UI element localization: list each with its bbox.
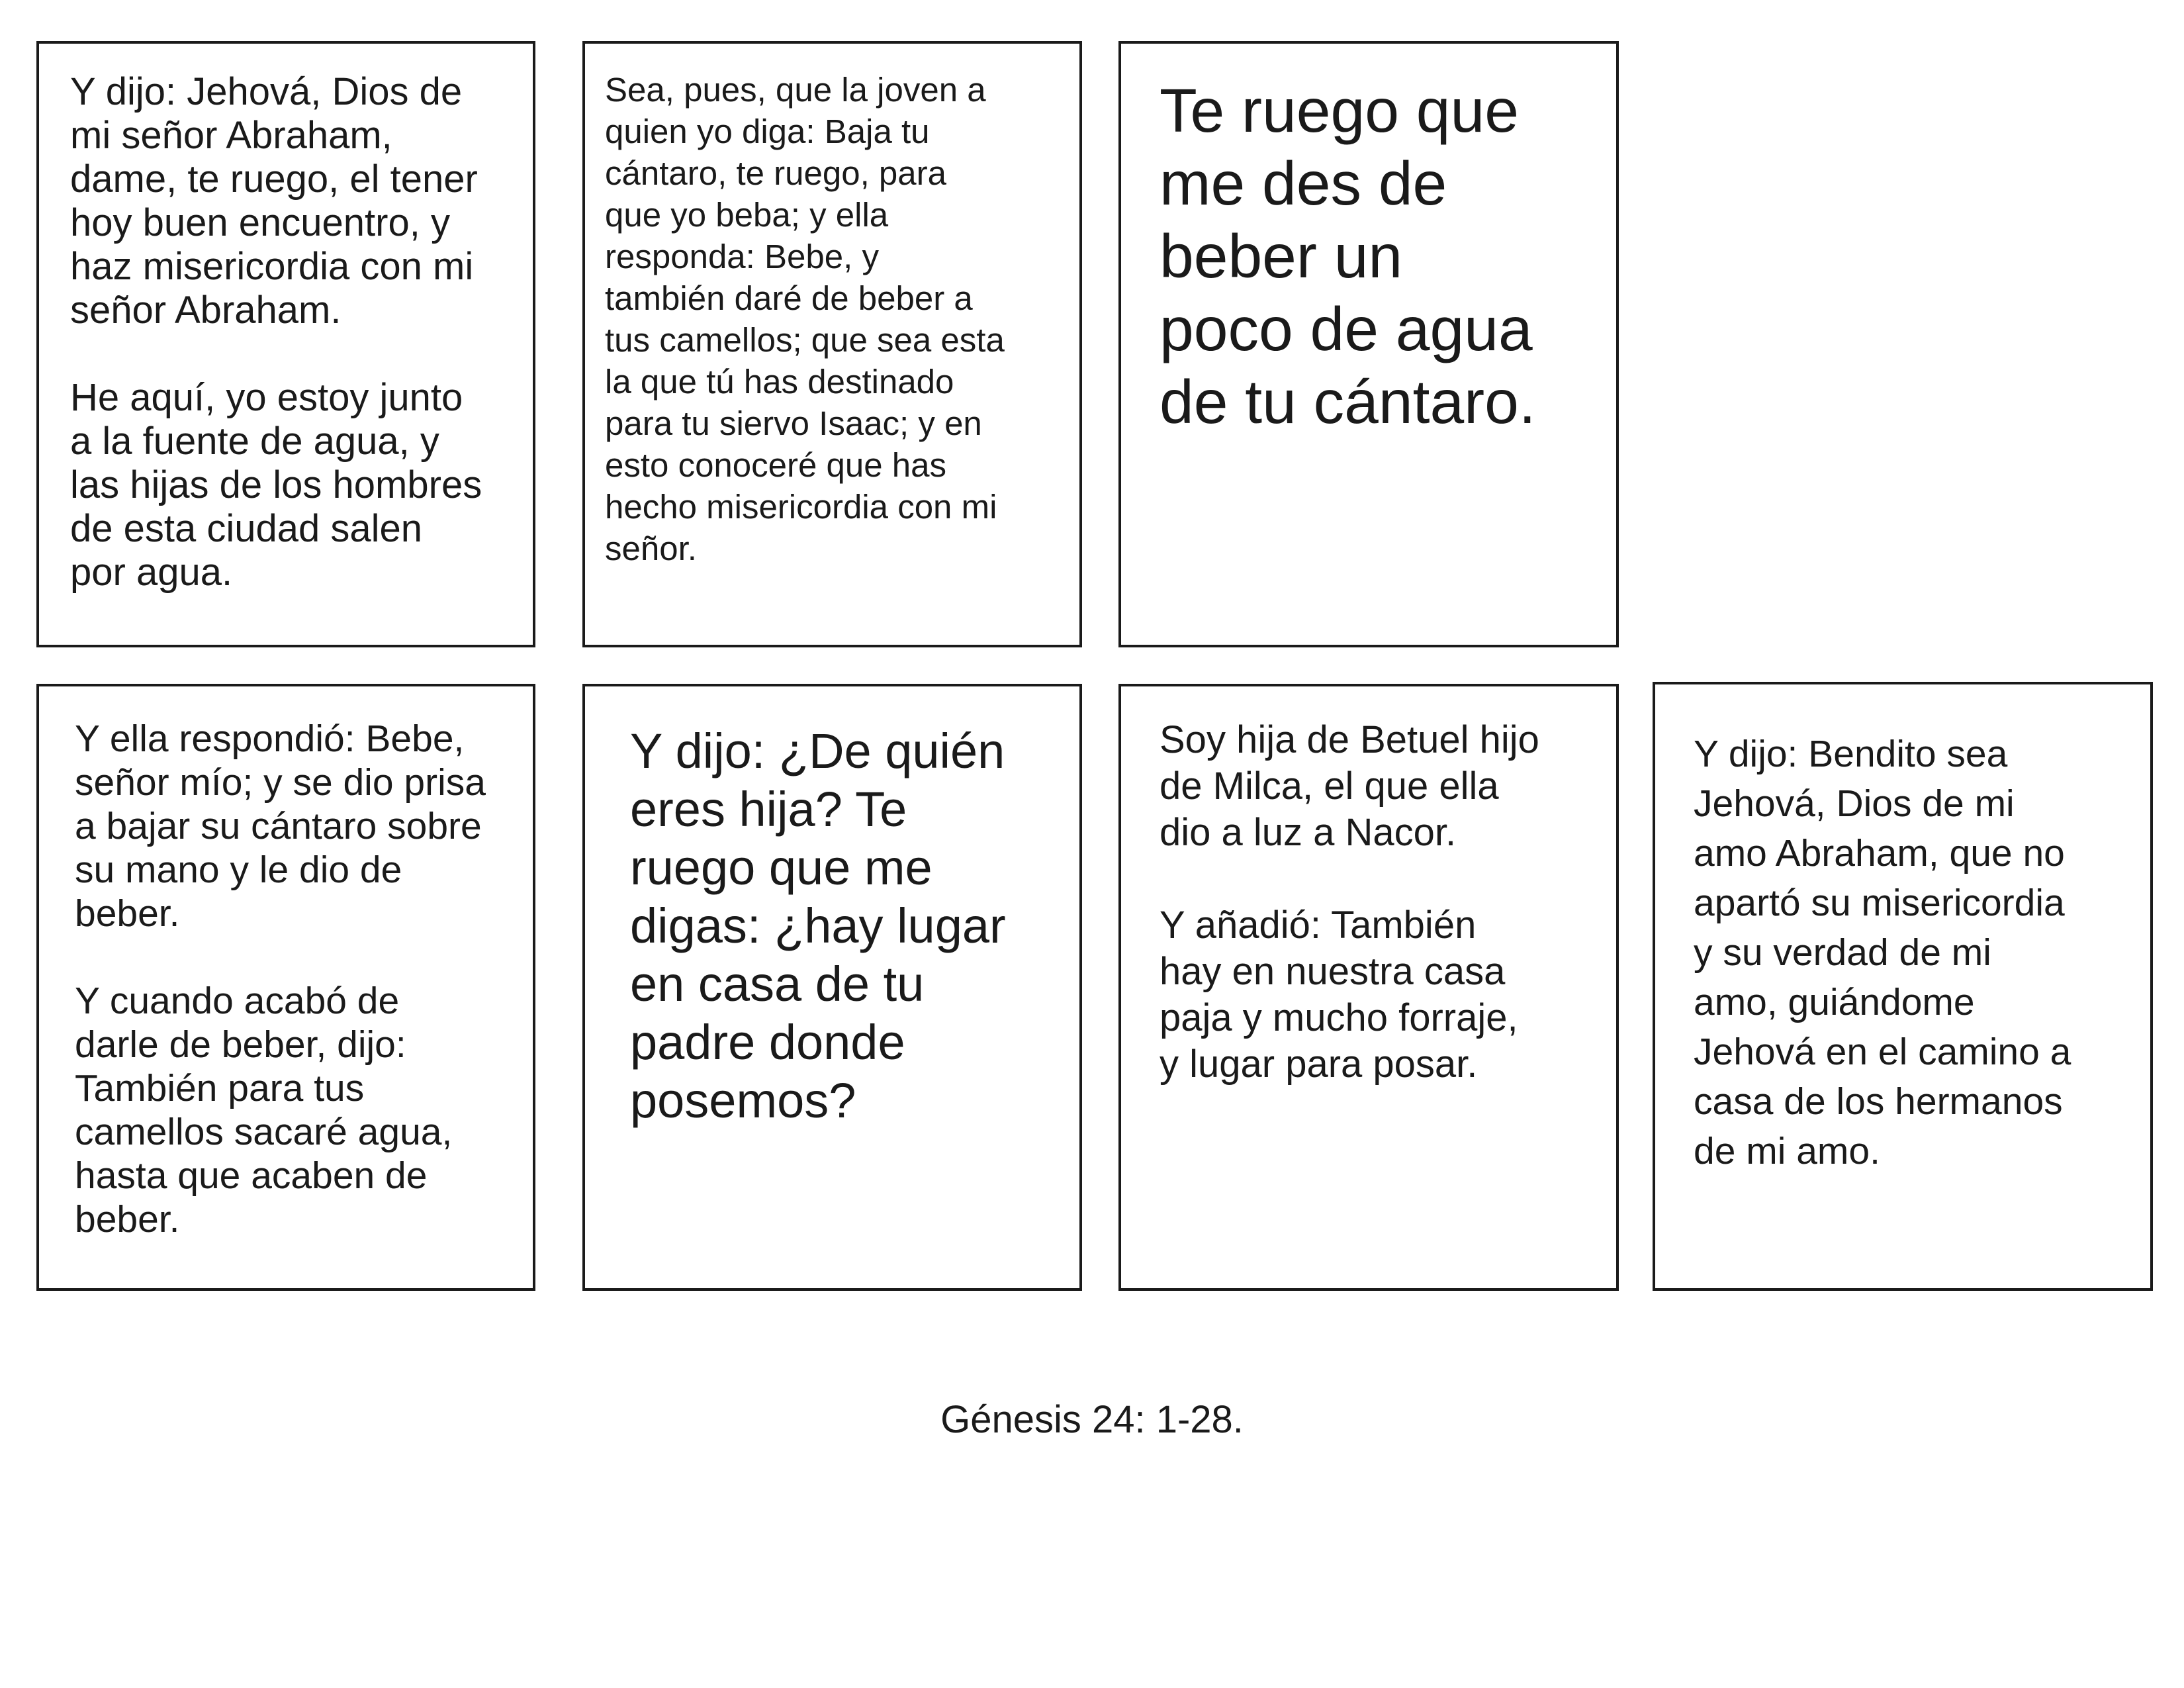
verse-card-7 <box>1653 682 2153 1291</box>
verse-card-3-text: Te ruego que me des de beber un poco de agua de tu cántaro. <box>1160 76 1536 436</box>
verse-card-4-paragraph-1: Y ella respondió: Bebe, señor mío; y se dio prisa a bajar su cántaro sobre su mano y le dio de beber. <box>75 718 486 935</box>
verse-card-1 <box>36 41 535 647</box>
verse-card-4 <box>36 684 535 1291</box>
verse-card-4-paragraph-2: Y cuando acabó de darle de beber, dijo: También para tus camellos sacaré agua, hasta que acaben de beber. <box>75 980 453 1241</box>
verse-card-5 <box>582 684 1082 1291</box>
verse-card-2-text: Sea, pues, que la joven a quien yo diga: Baja tu cántaro, te ruego, para que yo beba; y ella responda: Bebe, y también daré de beber a tus camellos; que sea esta la que tú has destinado para tu siervo Isaac; y en esto conoceré que has hecho misericordia con mi señor. <box>605 71 1005 567</box>
scripture-reference: Génesis 24: 1-28. <box>940 1398 1244 1441</box>
verse-card-1-paragraph-2: He aquí, yo estoy junto a la fuente de agua, y las hijas de los hombres de esta ciudad salen por agua. <box>70 376 482 594</box>
verse-card-5-text: Y dijo: ¿De quién eres hija? Te ruego que me digas: ¿hay lugar en casa de tu padre donde posemos? <box>630 724 1006 1128</box>
verse-card-7-text: Y dijo: Bendito sea Jehová, Dios de mi amo Abraham, que no apartó su misericordia y su verdad de mi amo, guiándome Jehová en el camino a casa de los hermanos de mi amo. <box>1694 733 2071 1172</box>
verse-card-2 <box>582 41 1082 647</box>
verse-card-6-paragraph-1: Soy hija de Betuel hijo de Milca, el que ella dio a luz a Nacor. <box>1160 718 1539 854</box>
verse-card-3 <box>1118 41 1619 647</box>
verse-card-1-paragraph-1: Y dijo: Jehová, Dios de mi señor Abraham, dame, te ruego, el tener hoy buen encuentro, y haz misericordia con mi señor Abraham. <box>70 70 478 332</box>
verse-card-6-paragraph-2: Y añadió: También hay en nuestra casa paja y mucho forraje, y lugar para posar. <box>1160 904 1518 1086</box>
verse-card-6 <box>1118 684 1619 1291</box>
